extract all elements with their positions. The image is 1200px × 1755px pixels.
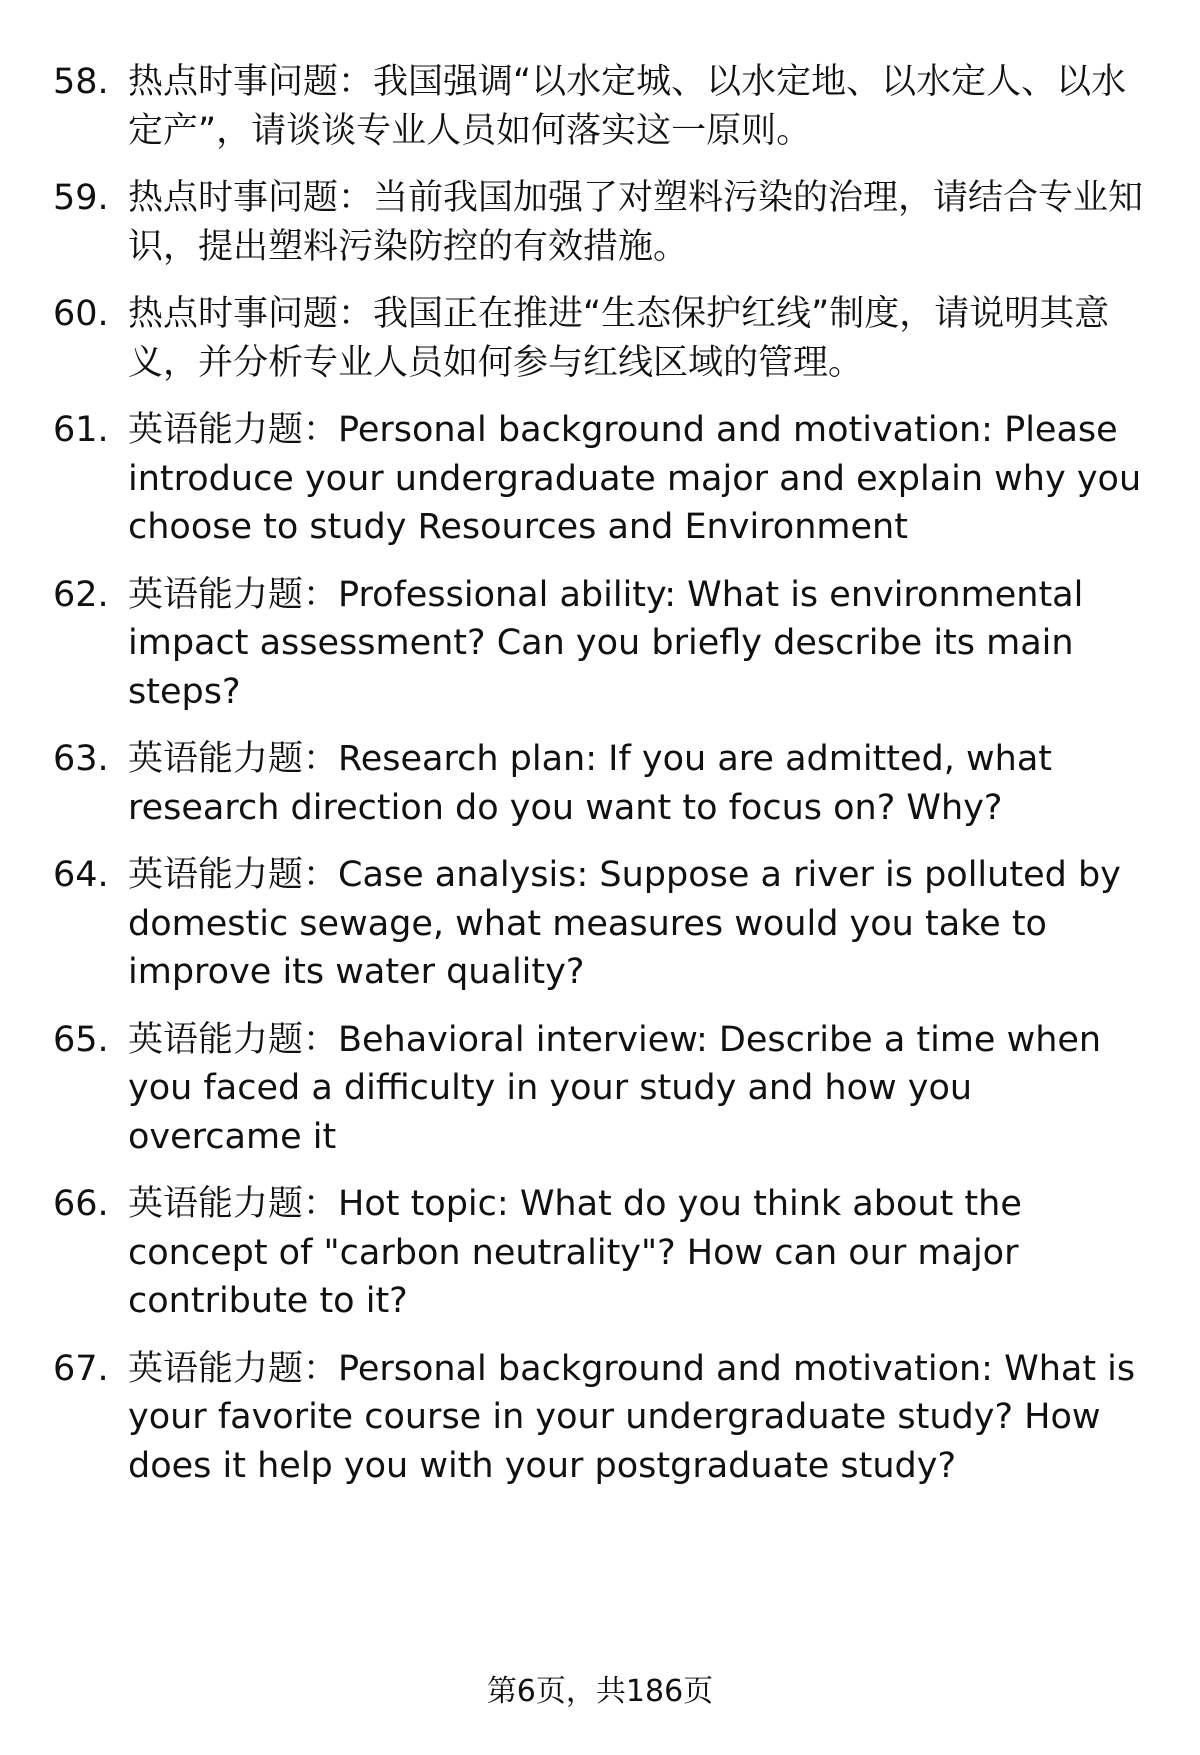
question-number: 61. bbox=[53, 410, 109, 450]
question-number: 66. bbox=[53, 1184, 109, 1224]
question-list bbox=[53, 58, 1143, 1490]
question-item bbox=[53, 735, 1143, 832]
question-number: 63. bbox=[53, 739, 109, 779]
question-item bbox=[53, 1180, 1143, 1326]
question-text: 英语能力题：Case analysis: Suppose a river is polluted by domestic sewage, what measures would you take to improve its water quality? bbox=[128, 855, 1121, 992]
question-text: 英语能力题：Behavioral interview: Describe a time when you faced a difficulty in your study and how you overcame it bbox=[128, 1019, 1102, 1157]
question-text: 热点时事问题：我国强调“以水定城、以水定地、以水定人、以水定产”，请谈谈专业人员如何落实这一原则。 bbox=[128, 62, 1127, 151]
page-footer bbox=[0, 1672, 1200, 1712]
question-number: 65. bbox=[53, 1019, 109, 1060]
question-number: 59. bbox=[53, 178, 109, 218]
question-item bbox=[53, 1016, 1143, 1162]
question-text: 热点时事问题：当前我国加强了对塑料污染的治理，请结合专业知识，提出塑料污染防控的有效措施。 bbox=[128, 178, 1144, 267]
question-item bbox=[53, 58, 1143, 155]
question-number: 64. bbox=[53, 855, 109, 895]
page-number-label: 第6页，共186页 bbox=[486, 1674, 714, 1709]
question-text: 英语能力题：Personal background and motivation: Please introduce your undergraduate major and explain why you choose to study Resources and Environment bbox=[128, 410, 1142, 547]
question-item bbox=[53, 406, 1143, 552]
question-text: 英语能力题：Hot topic: What do you think about the concept of "carbon neutrality"? How can our major contribute to it? bbox=[128, 1184, 1022, 1321]
question-text: 英语能力题：Personal background and motivation: What is your favorite course in your undergraduate study? How does it help you with your postgraduate study? bbox=[128, 1348, 1136, 1486]
question-number: 62. bbox=[53, 574, 109, 615]
question-text: 热点时事问题：我国正在推进“生态保护红线”制度，请说明其意义，并分析专业人员如何参与红线区域的管理。 bbox=[128, 294, 1110, 383]
question-item bbox=[53, 290, 1143, 387]
question-item bbox=[53, 851, 1143, 997]
question-number: 58. bbox=[53, 62, 109, 102]
question-text: 英语能力题：Professional ability: What is environmental impact assessment? Can you briefly describe its main steps? bbox=[128, 574, 1084, 712]
question-item bbox=[53, 174, 1143, 271]
question-item bbox=[53, 1345, 1143, 1491]
question-number: 67. bbox=[53, 1348, 109, 1389]
question-text: 英语能力题：Research plan: If you are admitted, what research direction do you want to focus on? Why? bbox=[128, 739, 1052, 828]
question-number: 60. bbox=[53, 294, 109, 334]
question-item bbox=[53, 571, 1143, 717]
